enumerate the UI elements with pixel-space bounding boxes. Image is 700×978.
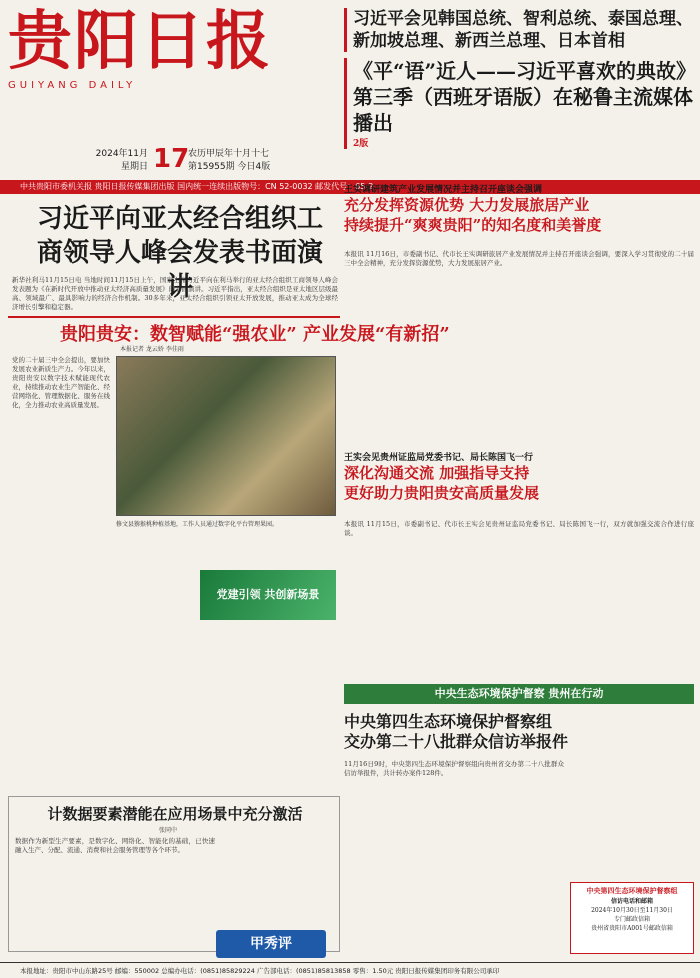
issue-date-block <box>88 148 148 174</box>
lead-body: 新华社利马11月15日电 当地时间11月15日上午，国家主席习近平向在利马举行的亚太经合组织工商领导人峰会发表题为《在新时代开放中推动亚太经济高质量发展》的书面演讲。习近平指出，亚太经合组织是亚太地区层级最高、领域最广、最具影响力的经济合作机制。30多年来，亚太经合组织引领亚太开放发展，推动亚太成为全球经济增长引擎和稳定器。 <box>12 276 338 311</box>
agri-photo <box>116 356 336 516</box>
right-story-2-body: 本报讯 11月15日，市委副书记、代市长王实会见贵州证监局党委书记、局长陈国飞一行，双方就加强交流合作进行座谈。 <box>344 520 694 537</box>
footer-info: 本报地址：贵阳市中山东路25号 邮编：550002 总编办电话：(0851)85829224 广告部电话：(0851)85813858 零售：1.50元 贵阳日报传媒集团印务有限公司承印 <box>0 962 700 978</box>
right-story-title-2[interactable]: 持续提升“爽爽贵阳”的知名度和美誉度 <box>344 216 602 234</box>
agri-byline: 本报记者 龙云娇 李佳雨 <box>120 346 184 353</box>
hotline-sub: 信访电话和邮箱 <box>610 898 653 905</box>
headline-box-2[interactable] <box>344 58 697 149</box>
commentary-body: 数据作为新型生产要素，是数字化、网络化、智能化的基础，已快速融入生产、分配、流通、消费和社会服务管理等各个环节。 <box>15 837 215 854</box>
hotline-box <box>570 882 694 954</box>
right-story-body: 本报讯 11月16日，市委副书记、代市长王实调研旅居产业发展情况并主持召开座谈会强调，要深入学习贯彻党的二十届三中全会精神，充分发挥资源优势，大力发展旅居产业。 <box>344 250 694 267</box>
headline-classics: 《平“语”近人——习近平喜欢的典故》 <box>353 59 697 83</box>
commentary-box <box>8 796 340 952</box>
issue-serial: 第15955期 今日4版 <box>188 162 271 172</box>
headline-classics-sub: 第三季（西班牙语版）在秘鲁主流媒体播出 <box>353 85 693 135</box>
issue-date: 2024年11月 <box>95 149 148 159</box>
right-story-3 <box>344 712 694 752</box>
issue-lunar: 农历甲辰年十月十七 <box>188 149 270 159</box>
agri-headline[interactable]: 贵阳贵安：数智赋能“强农业” 产业发展“有新招” <box>60 324 450 345</box>
issue-info <box>8 144 338 178</box>
party-building-graphic: 党建引领 共创新场景 <box>200 570 336 620</box>
top-right-headlines <box>344 8 697 172</box>
right-story-2-title-1[interactable]: 深化沟通交流 加强指导支持 <box>344 464 530 482</box>
headline-meetings: 习近平会见韩国总统、智利总统、泰国总理、新加坡总理、新西兰总理、日本首相 <box>353 9 693 51</box>
right-story-2-kicker: 王实会见贵州证监局党委书记、局长陈国飞一行 <box>344 453 534 463</box>
masthead-title: 贵阳日报 <box>8 4 272 79</box>
hotline-title: 中央第四生态环境保护督察组 <box>586 886 678 895</box>
right-story-kicker: 王实调研建筑产业发展情况并主持召开座谈会强调 <box>344 185 543 195</box>
jiaxiu-comment-logo: 甲秀评 <box>216 930 326 958</box>
inspection-banner: 中央生态环境保护督察 贵州在行动 <box>344 684 694 704</box>
right-story-3-title-2[interactable]: 交办第二十八批群众信访举报件 <box>344 732 569 751</box>
right-story <box>344 180 694 235</box>
right-story-3-title-1[interactable]: 中央第四生态环境保护督察组 <box>344 712 553 731</box>
publication-info-bar: 中共贵阳市委机关报 贵阳日报传媒集团出版 国内统一连续出版物号：CN 52-0032 邮发代号：65-2 <box>0 180 700 194</box>
agri-photo-caption: 修文县猕猴桃种植基地，工作人员通过数字化平台管理果园。 <box>116 521 279 528</box>
right-story-2 <box>344 448 694 503</box>
hotline-line2: 专门邮政信箱 <box>613 916 650 923</box>
right-story-title-1[interactable]: 充分发挥资源优势 大力发展旅居产业 <box>344 196 590 214</box>
commentary-byline: 张同中 <box>159 827 178 834</box>
masthead <box>8 6 338 146</box>
lead-headline[interactable]: 习近平向亚太经合组织工商领导人峰会发表书面演讲 <box>36 204 323 302</box>
issue-day: 17 <box>153 144 190 174</box>
section-divider <box>8 316 340 318</box>
issue-weekday: 星期日 <box>120 162 148 172</box>
headline-box-1[interactable] <box>344 8 694 52</box>
agri-body: 党的二十届三中全会提出，要加快发展农业新质生产力。今年以来，贵阳贵安以数字技术赋能现代农业，持续推动农业生产智能化、经营网络化、管理数据化、服务在线化，全力推动农业高质量发展。 <box>12 356 110 409</box>
right-story-3-body: 11月16日9时，中央第四生态环境保护督察组向贵州省交办第二十八批群众信访举报件，共计转办案件128件。 <box>344 760 564 777</box>
masthead-english: GUIYANG DAILY <box>8 80 137 91</box>
right-story-2-title-2[interactable]: 更好助力贵阳贵安高质量发展 <box>344 484 540 502</box>
commentary-headline[interactable]: 计数据要素潜能在应用场景中充分激活 <box>47 805 303 823</box>
hotline-line3: 贵州省贵阳市A001号邮政信箱 <box>591 925 673 932</box>
issue-lunar-block <box>188 148 270 174</box>
headline-page-ref: 2版 <box>353 139 369 149</box>
hotline-line1: 2024年10月30日至11月30日 <box>591 907 673 914</box>
